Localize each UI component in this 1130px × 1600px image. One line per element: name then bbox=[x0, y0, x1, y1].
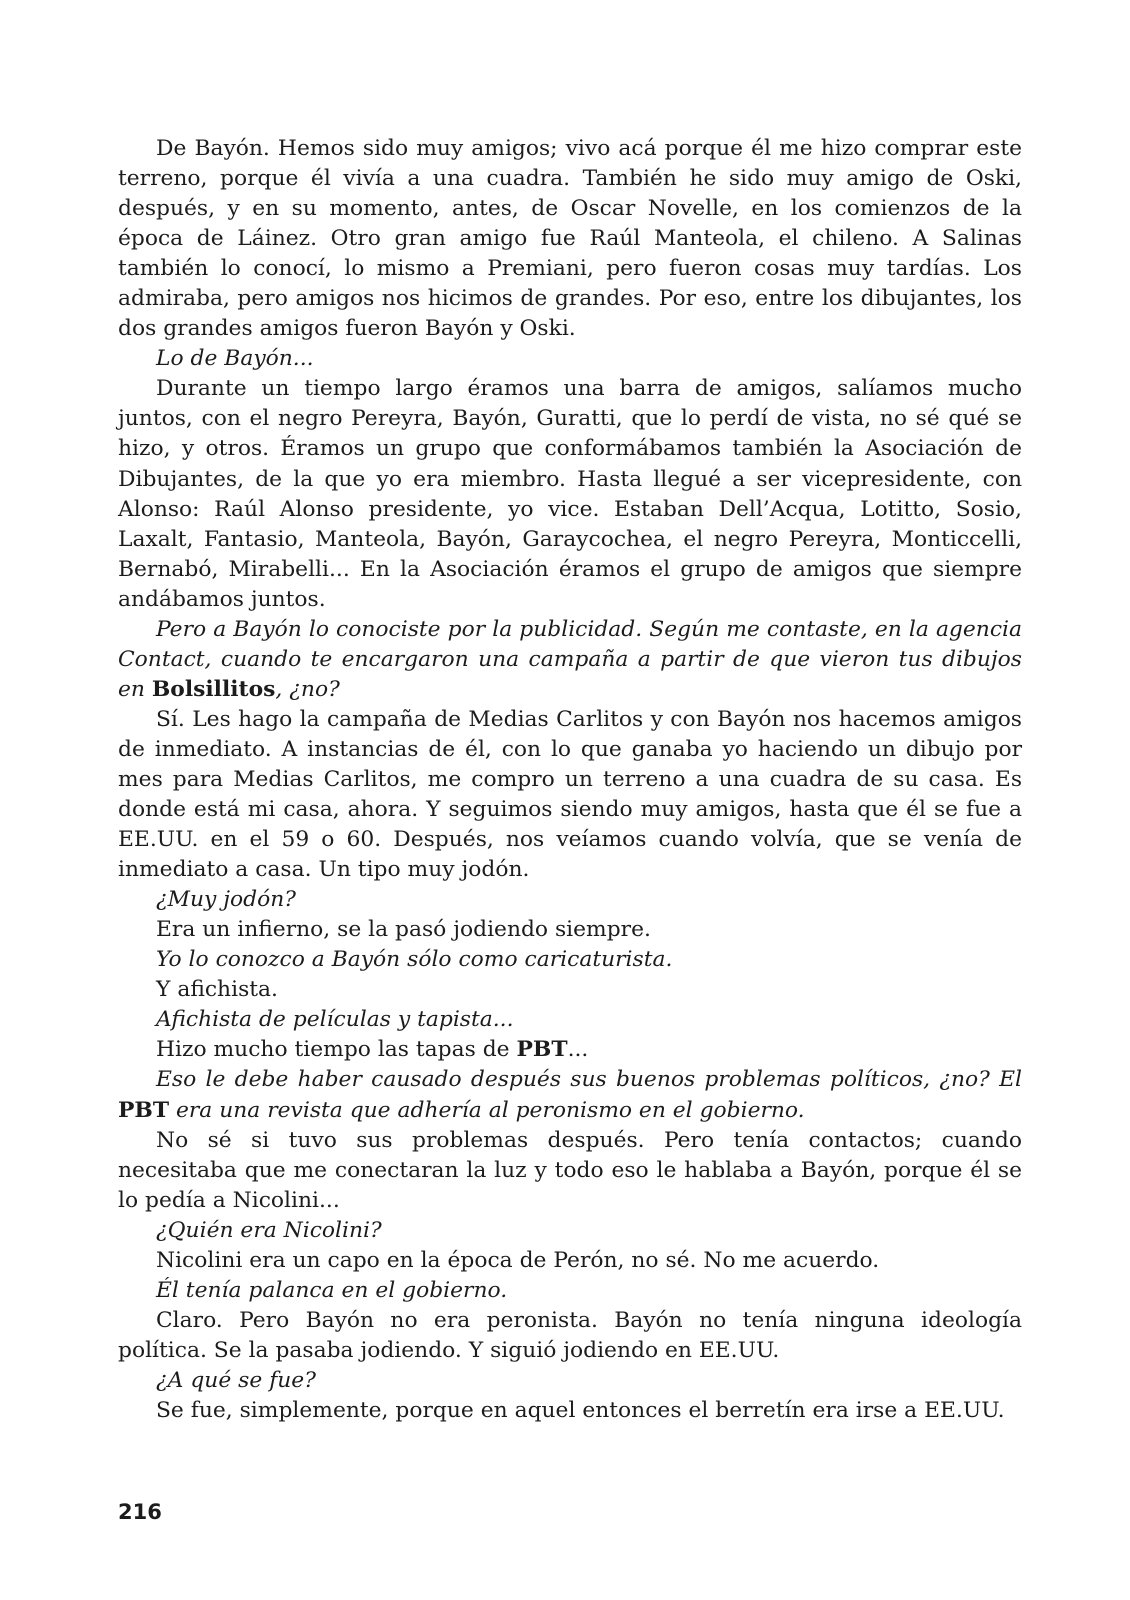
text-segment: No sé si tuvo sus problemas después. Pero tenía contactos; cuando necesitaba que me conectaran la luz y todo eso le hablaba a Bayón, porque él se lo pedía a Nicolini... bbox=[118, 1127, 1022, 1213]
text-segment: Él tenía palanca en el gobierno. bbox=[156, 1277, 508, 1303]
interview-question bbox=[118, 1005, 1022, 1035]
text-segment: Yo lo conozco a Bayón sólo como caricaturista. bbox=[156, 947, 673, 973]
interview-question bbox=[118, 615, 1022, 705]
text-segment: Claro. Pero Bayón no era peronista. Bayón no tenía ninguna ideología política. Se la pasaba jodiendo. Y siguió jodiendo en EE.UU. bbox=[118, 1307, 1022, 1363]
interview-answer bbox=[118, 374, 1022, 614]
text-segment: Nicolini era un capo en la época de Perón, no sé. No me acuerdo. bbox=[156, 1247, 880, 1273]
interview-answer bbox=[118, 1035, 1022, 1065]
interview-question bbox=[118, 1216, 1022, 1246]
interview-answer bbox=[118, 1396, 1022, 1426]
page-number: 216 bbox=[118, 1500, 162, 1524]
page-body bbox=[118, 134, 1022, 1426]
text-segment: Pero a Bayón lo conociste por la publicidad. Según me contaste, en la agencia Contact, cuando te encargaron una campaña a partir de que vieron tus dibujos en bbox=[118, 616, 1022, 702]
interview-question bbox=[118, 885, 1022, 915]
publication-title: Bolsillitos bbox=[151, 676, 276, 702]
text-segment: ¿Quién era Nicolini? bbox=[156, 1217, 382, 1243]
text-segment: De Bayón. Hemos sido muy amigos; vivo acá porque él me hizo comprar este terreno, porque él vivía a una cuadra. También he sido muy amigo de Oski, después, y en su momento, antes, de Oscar Novelle, en los comienzos de la época de Láinez. Otro gran amigo fue Raúl Manteola, el chileno. A Salinas también lo conocí, lo mismo a Premiani, pero fueron cosas muy tardías. Los admiraba, pero amigos nos hicimos de grandes. Por eso, entre los dibujantes, los dos grandes amigos fueron Bayón y Oski. bbox=[118, 136, 1022, 342]
text-segment: Afichista de películas y tapista... bbox=[156, 1007, 514, 1033]
text-segment: Eso le debe haber causado después sus buenos problemas políticos, ¿no? El bbox=[156, 1067, 1022, 1093]
interview-answer bbox=[118, 1306, 1022, 1366]
text-segment: Sí. Les hago la campaña de Medias Carlitos y con Bayón nos hacemos amigos de inmediato. A instancias de él, con lo que ganaba yo haciendo un dibujo por mes para Medias Carlitos, me compro un terreno a una cuadra de su casa. Es donde está mi casa, ahora. Y seguimos siendo muy amigos, hasta que él se fue a EE.UU. en el 59 o 60. Después, nos veíamos cuando volvía, que se venía de inmediato a casa. Un tipo muy jodón. bbox=[118, 706, 1022, 883]
publication-title: PBT bbox=[118, 1097, 170, 1123]
text-segment: Durante un tiempo largo éramos una barra de amigos, salíamos mucho juntos, con el negro Pereyra, Bayón, Guratti, que lo perdí de vista, no sé qué se hizo, y otros. Éramos un grupo que conformábamos también la Asociación de Dibujantes, de la que yo era miembro. Hasta llegué a ser vicepresidente, con Alonso: Raúl Alonso presidente, yo vice. Estaban Dell’Acqua, Lotitto, Sosio, Laxalt, Fantasio, Manteola, Bayón, Garaycochea, el negro Pereyra, Monticcelli, Bernabó, Mirabelli... En la Asociación éramos el grupo de amigos que siempre andábamos juntos. bbox=[118, 376, 1022, 612]
text-segment: , ¿no? bbox=[275, 676, 340, 702]
text-segment: era una revista que adhería al peronismo en el gobierno. bbox=[169, 1097, 805, 1123]
interview-answer bbox=[118, 134, 1022, 344]
publication-title: PBT bbox=[516, 1037, 568, 1063]
interview-question bbox=[118, 1366, 1022, 1396]
interview-question bbox=[118, 945, 1022, 975]
interview-answer bbox=[118, 915, 1022, 945]
text-segment: Y afichista. bbox=[156, 977, 278, 1003]
text-segment: ¿A qué se fue? bbox=[156, 1367, 316, 1393]
interview-question bbox=[118, 344, 1022, 374]
interview-answer bbox=[118, 1246, 1022, 1276]
text-segment: ... bbox=[567, 1037, 589, 1063]
interview-answer bbox=[118, 975, 1022, 1005]
interview-answer bbox=[118, 705, 1022, 885]
interview-question bbox=[118, 1276, 1022, 1306]
text-segment: Lo de Bayón... bbox=[156, 346, 314, 372]
text-segment: ¿Muy jodón? bbox=[156, 887, 296, 913]
interview-answer bbox=[118, 1126, 1022, 1216]
text-segment: Se fue, simplemente, porque en aquel entonces el berretín era irse a EE.UU. bbox=[156, 1397, 1005, 1423]
text-segment: Hizo mucho tiempo las tapas de bbox=[156, 1037, 517, 1063]
interview-question bbox=[118, 1065, 1022, 1125]
text-segment: Era un infierno, se la pasó jodiendo siempre. bbox=[156, 917, 651, 943]
